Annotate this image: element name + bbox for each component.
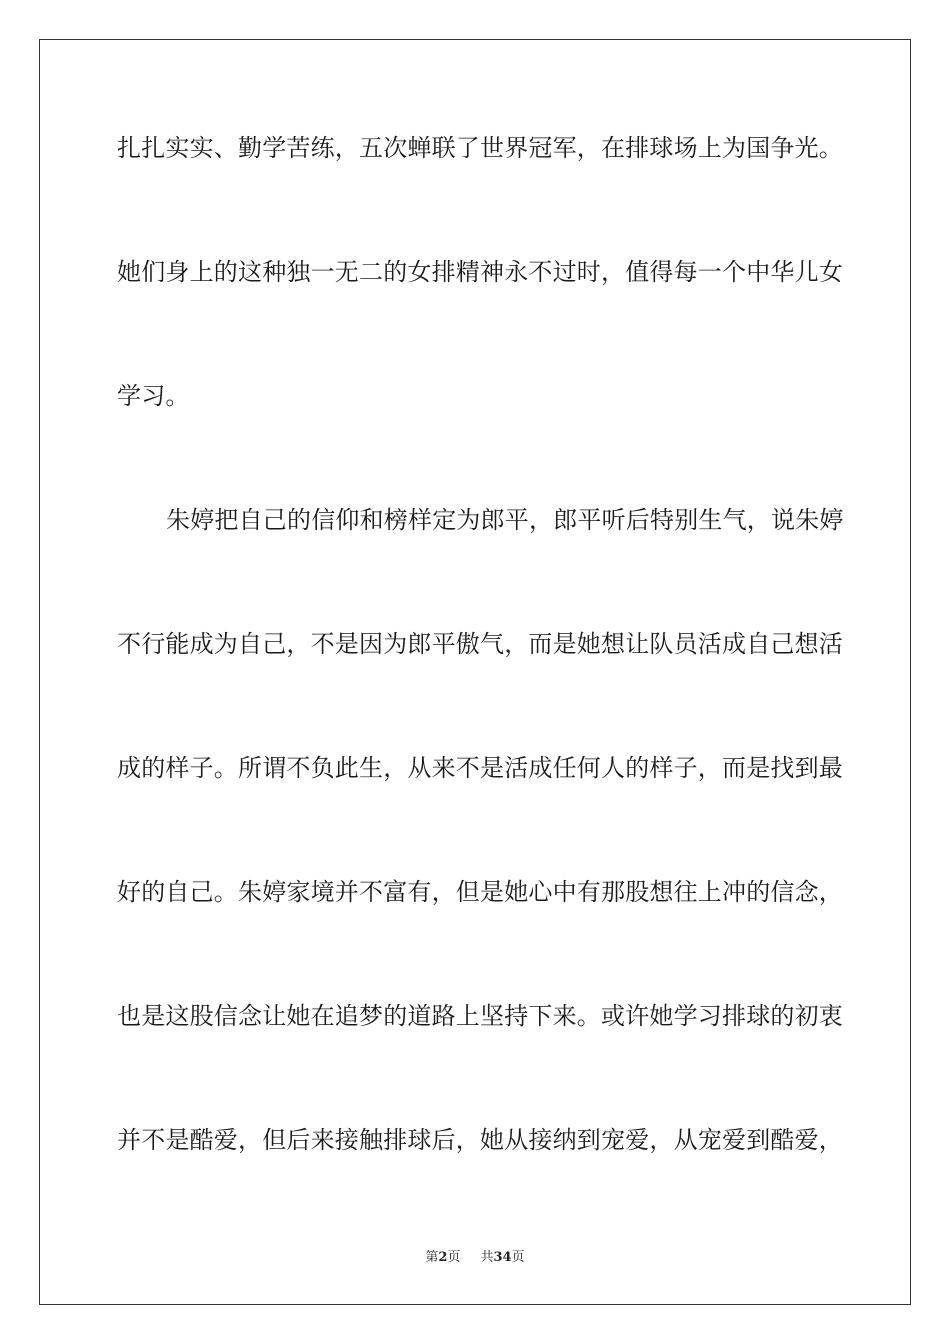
page-footer <box>0 1246 950 1265</box>
text-line: 不行能成为自己，不是因为郎平傲气，而是她想让队员活成自己想活 <box>117 630 843 658</box>
text-line: 她们身上的这种独一无二的女排精神永不过时，值得每一个中华儿女 <box>117 258 843 286</box>
page-suffix: 页 <box>447 1250 461 1265</box>
total-prefix: 共 <box>480 1250 494 1265</box>
page-number: 2 <box>438 1250 448 1265</box>
text-line: 也是这股信念让她在追梦的道路上坚持下来。或许她学习排球的初衷 <box>117 1002 843 1030</box>
total-pages: 34 <box>493 1250 512 1265</box>
text-line: 成的样子。所谓不负此生，从来不是活成任何人的样子，而是找到最 <box>117 754 843 782</box>
text-line: 好的自己。朱婷家境并不富有，但是她心中有那股想往上冲的信念， <box>117 878 843 906</box>
text-line: 学习。 <box>117 382 190 410</box>
page-prefix: 第 <box>425 1250 439 1265</box>
paragraph-first-line: 朱婷把自己的信仰和榜样定为郎平，郎平听后特别生气，说朱婷 <box>166 506 844 534</box>
text-line: 扎扎实实、勤学苦练，五次蝉联了世界冠军，在排球场上为国争光。 <box>117 134 843 162</box>
total-suffix: 页 <box>511 1250 525 1265</box>
text-line: 并不是酷爱，但后来接触排球后，她从接纳到宠爱，从宠爱到酷爱， <box>117 1126 843 1154</box>
document-body <box>117 122 844 1238</box>
